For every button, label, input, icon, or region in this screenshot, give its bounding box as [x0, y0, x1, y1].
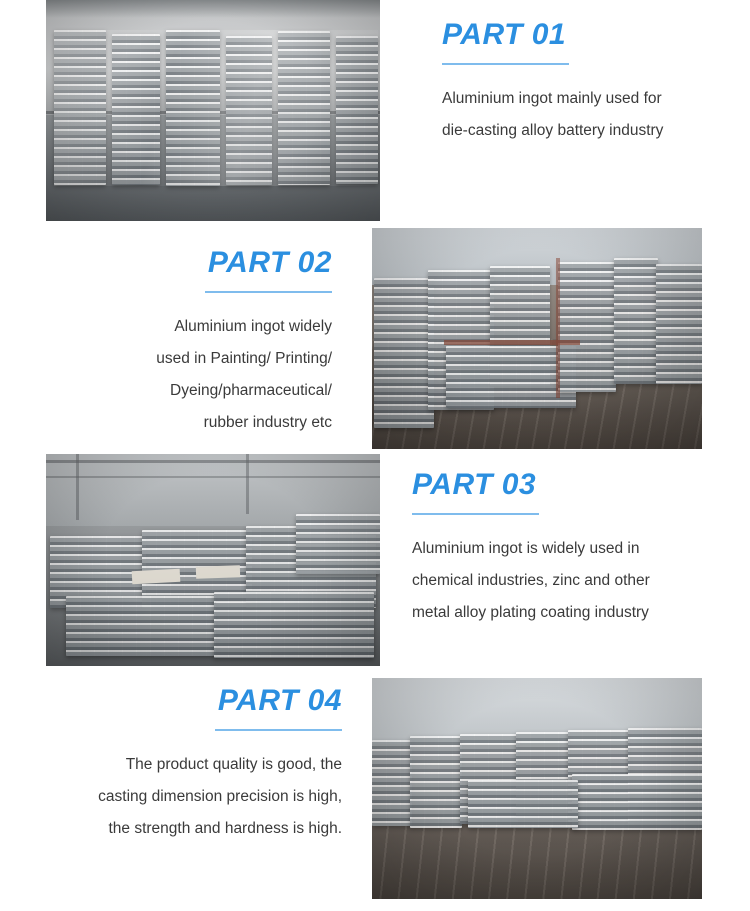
part-03-title-rule — [412, 513, 539, 515]
part-02-title: PART 02 — [207, 246, 332, 279]
part-04-line-1: The product quality is good, the — [125, 756, 342, 773]
part-02-line-3: Dyeing/pharmaceutical/ — [170, 382, 332, 399]
part-02-description — [156, 311, 332, 439]
part-02-line-1: Aluminium ingot widely — [174, 318, 332, 335]
part-04-description — [98, 749, 342, 845]
part-04-title-rule — [215, 729, 342, 731]
part-04-line-3: the strength and hardness is high. — [108, 820, 342, 837]
part-01-description — [442, 83, 663, 147]
part-01-photo — [46, 0, 380, 221]
part-01-line-2: die-casting alloy battery industry — [442, 122, 664, 139]
part-03-title: PART 03 — [412, 468, 537, 501]
part-section-01 — [0, 0, 750, 221]
part-02-photo — [372, 228, 702, 449]
part-04-title: PART 04 — [217, 684, 342, 717]
part-03-line-1: Aluminium ingot is widely used in — [412, 540, 640, 557]
part-01-line-1: Aluminium ingot mainly used for — [442, 90, 662, 107]
part-01-title-rule — [442, 63, 569, 65]
part-04-line-2: casting dimension precision is high, — [98, 788, 342, 805]
part-04-photo — [372, 678, 702, 899]
part-03-description — [412, 533, 650, 629]
part-01-title: PART 01 — [442, 18, 567, 51]
part-03-line-2: chemical industries, zinc and other — [412, 572, 650, 589]
part-04-text — [0, 678, 342, 899]
part-section-03 — [0, 454, 750, 666]
part-02-text — [0, 228, 332, 449]
part-03-text — [412, 454, 732, 666]
part-02-title-rule — [205, 291, 332, 293]
part-02-line-2: used in Painting/ Printing/ — [156, 350, 332, 367]
part-03-photo — [46, 454, 380, 666]
part-02-line-4: rubber industry etc — [203, 414, 332, 431]
part-01-text — [442, 0, 732, 221]
part-section-02 — [0, 228, 750, 449]
part-section-04 — [0, 678, 750, 899]
part-03-line-3: metal alloy plating coating industry — [412, 604, 649, 621]
